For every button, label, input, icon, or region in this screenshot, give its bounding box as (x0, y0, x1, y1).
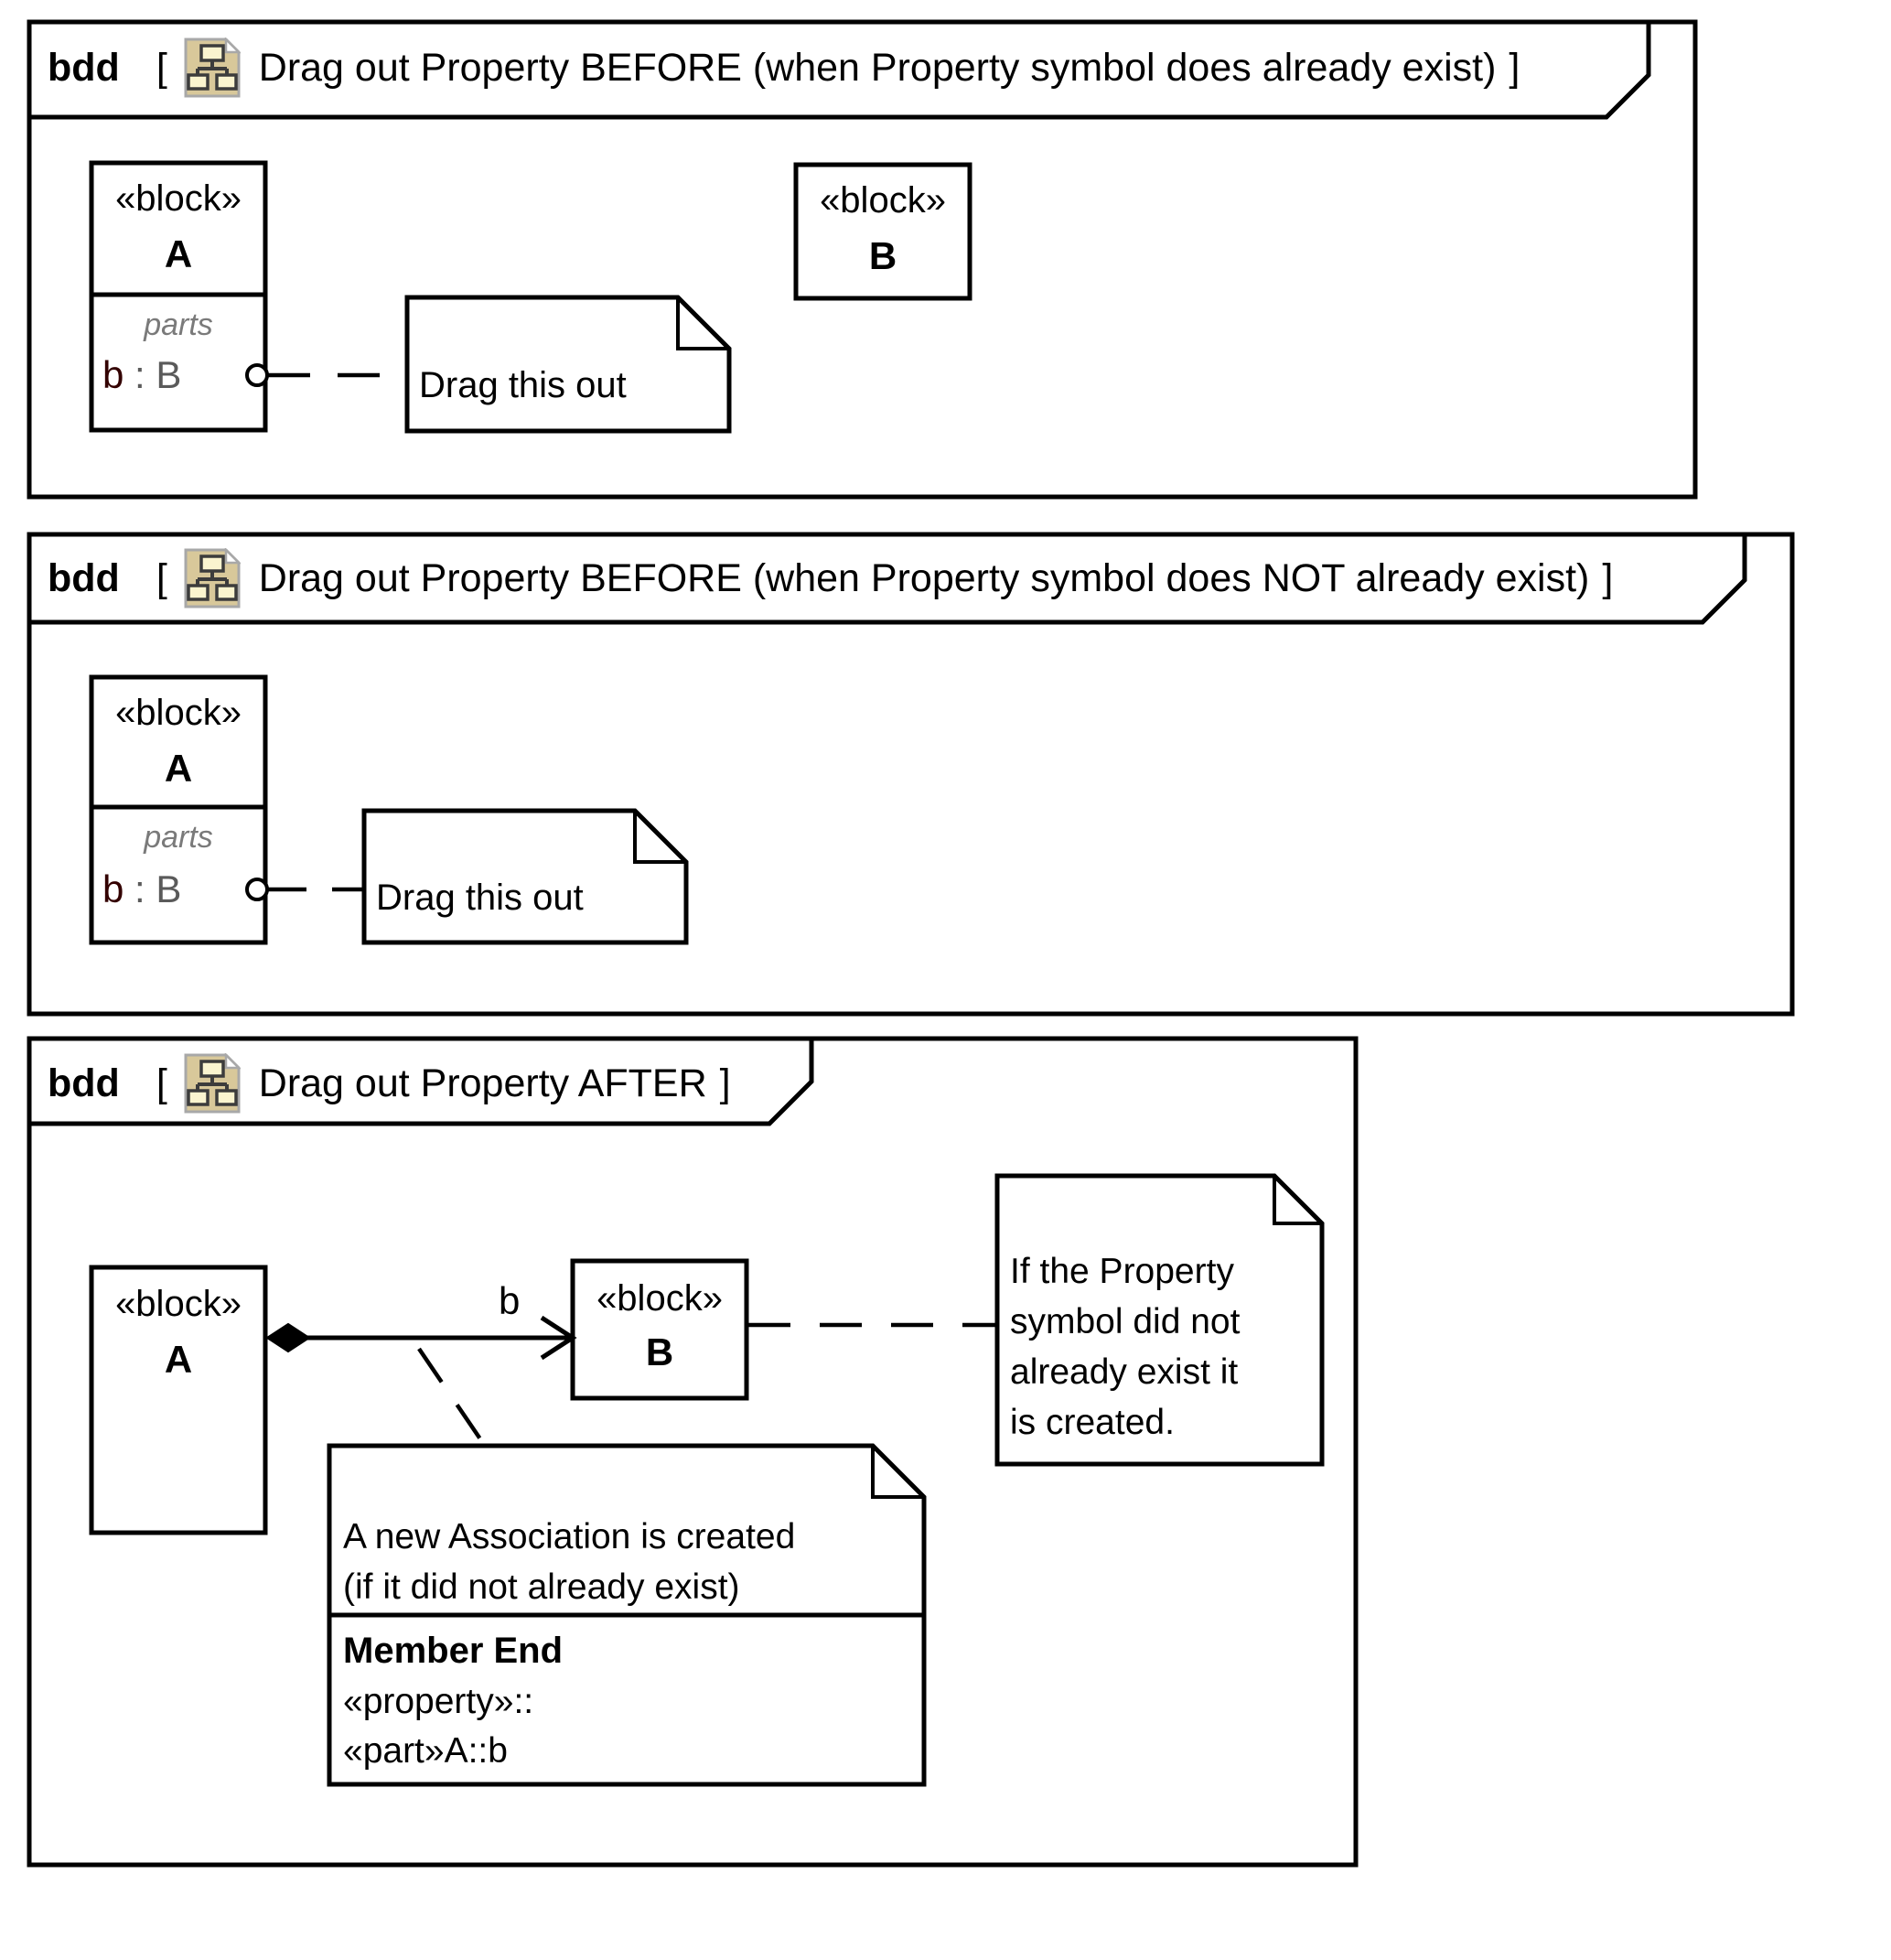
frame3-note-assoc-entry2: «part»A::b (343, 1731, 508, 1771)
frame-3-header (48, 1045, 731, 1122)
frame2-property-anchor-circle[interactable] (247, 879, 267, 899)
frame2-block-a-name: A (164, 747, 193, 790)
frame3-diagram-kind: bdd (48, 1061, 120, 1105)
frame1-block-a-name: A (164, 232, 193, 275)
frame1-part-entry[interactable] (102, 353, 181, 397)
frame3-composite-diamond (267, 1324, 309, 1352)
frame3-note-assoc-compartment-header: Member End (343, 1631, 564, 1671)
frame2-diagram-title: Drag out Property BEFORE (when Property symbol does NOT already exist) (258, 555, 1590, 600)
frame1-diagram-kind: bdd (48, 45, 120, 90)
frame1-close-bracket: ] (1509, 45, 1520, 90)
frame3-open-bracket: [ (156, 1061, 167, 1105)
frame3-note-assoc-anchor-line[interactable] (419, 1349, 485, 1446)
frame3-block-b-name: B (645, 1330, 674, 1373)
frame2-part-entry[interactable] (102, 867, 181, 911)
frame3-note-assoc-line1: A new Association is created (343, 1517, 796, 1556)
frame1-note-text: Drag this out (419, 365, 627, 405)
frame1-diagram-title: Drag out Property BEFORE (when Property symbol does already exist) (258, 45, 1497, 90)
frame1-property-anchor-circle[interactable] (247, 365, 267, 385)
bdd-diagram-icon (184, 548, 241, 608)
frame1-block-a-parts-label: parts (144, 307, 213, 342)
frame3-note-if-line3: already exist it (1010, 1352, 1239, 1392)
frame2-part-type: : B (124, 867, 182, 910)
frame3-block-a-stereotype: «block» (115, 1284, 242, 1324)
bdd-diagram-icon (184, 1053, 241, 1114)
frame1-block-a-stereotype: «block» (115, 178, 242, 219)
frame1-open-bracket: [ (156, 45, 167, 90)
frame1-block-b-name: B (868, 234, 897, 277)
frame1-part-type: : B (124, 353, 182, 396)
frame3-association-end-label[interactable]: b (499, 1279, 521, 1322)
frame-2-header (48, 540, 1613, 617)
frame2-part-name: b (102, 867, 124, 910)
frame3-note-if-line4: is created. (1010, 1403, 1175, 1442)
frame3-note-if-line1: If the Property (1010, 1252, 1234, 1291)
frame2-block-a-parts-label: parts (144, 820, 213, 855)
frame2-close-bracket: ] (1602, 555, 1614, 600)
frame3-note-assoc-entry1: «property»:: (343, 1682, 534, 1721)
frame1-part-name: b (102, 353, 124, 396)
bdd-diagram-icon (184, 38, 241, 98)
frame-1-header (48, 29, 1520, 106)
frame2-note-text: Drag this out (376, 878, 584, 918)
frame2-block-a-stereotype: «block» (115, 693, 242, 733)
frame2-open-bracket: [ (156, 555, 167, 600)
frame2-diagram-kind: bdd (48, 555, 120, 600)
frame3-diagram-title: Drag out Property AFTER (258, 1061, 707, 1105)
frame1-block-b-stereotype: «block» (820, 180, 946, 221)
frame3-close-bracket: ] (719, 1061, 731, 1105)
frame3-block-a-name: A (164, 1338, 193, 1381)
frame3-block-b-stereotype: «block» (596, 1278, 723, 1319)
frame3-note-assoc-line2: (if it did not already exist) (343, 1567, 740, 1607)
frame3-note-if-line2: symbol did not (1010, 1302, 1241, 1341)
